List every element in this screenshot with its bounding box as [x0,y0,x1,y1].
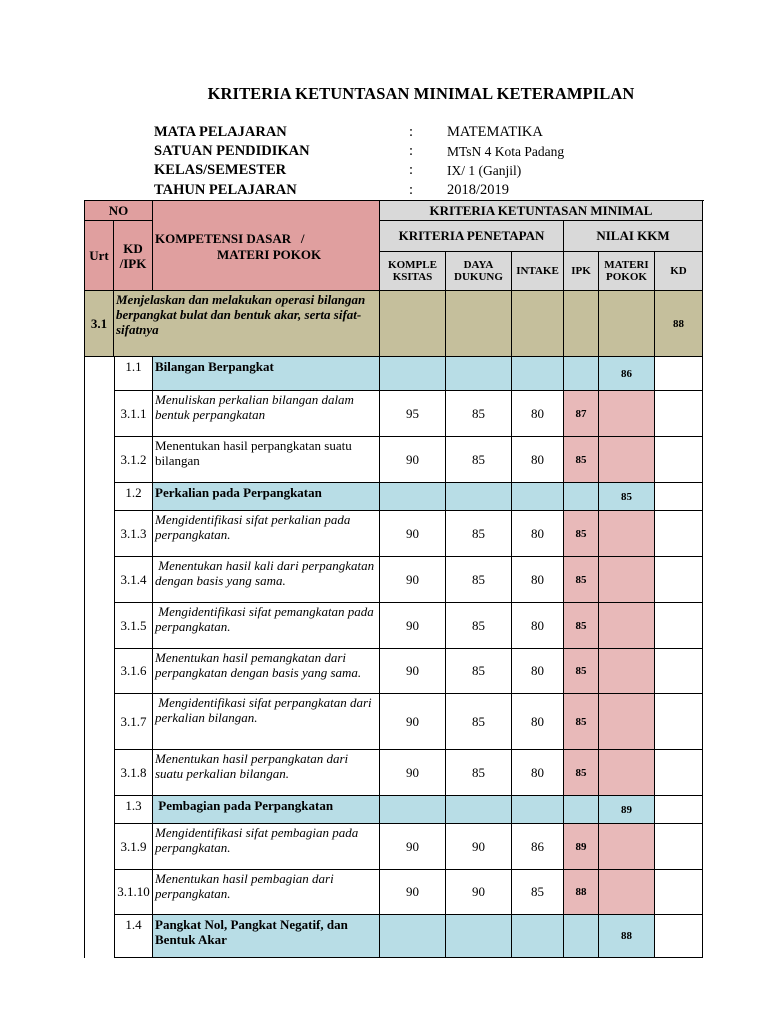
ipk-description: Mengidentifikasi sifat pembagian pada perpangkatan. [153,824,380,870]
ipk-value: 85 [564,511,599,557]
ipk-value: 85 [564,694,599,750]
ipk-materi [599,870,655,915]
meta-colon: : [409,124,414,140]
ipk-value: 87 [564,391,599,437]
materi-code: 1.4 [115,915,153,958]
header-daya-dukung: DAYA DUKUNG [446,252,512,291]
materi-daya-dukung [446,915,512,958]
kd-ipk [564,291,599,357]
ipk-daya-dukung: 90 [446,824,512,870]
ipk-value: 85 [564,603,599,649]
materi-intake [512,483,564,511]
ipk-materi [599,750,655,796]
page-title: KRITERIA KETUNTASAN MINIMAL KETERAMPILAN [207,84,635,103]
ipk-description: Menentukan hasil kali dari perpangkatan dengan basis yang sama. [153,557,380,603]
materi-intake [512,357,564,391]
ipk-kompleksitas: 90 [380,750,446,796]
materi-ipk [564,483,599,511]
materi-intake [512,796,564,824]
ipk-value: 85 [564,750,599,796]
kd-urt: 3.1 [85,291,114,357]
ipk-intake: 85 [512,870,564,915]
ipk-code: 3.1.9 [115,824,153,870]
ipk-code: 3.1.5 [115,603,153,649]
ipk-kompleksitas: 90 [380,694,446,750]
meta-value: MTsN 4 Kota Padang [447,144,565,159]
ipk-kd [655,557,703,603]
header-penetapan: KRITERIA PENETAPAN [380,221,564,252]
ipk-kompleksitas: 90 [380,437,446,483]
header-no: NO [85,201,153,221]
header-materi-label: MATERI POKOK [217,247,322,262]
ipk-daya-dukung: 85 [446,603,512,649]
ipk-kd [655,870,703,915]
ipk-value: 88 [564,870,599,915]
ipk-daya-dukung: 85 [446,750,512,796]
header-kd: KD [655,252,703,291]
ipk-code: 3.1.1 [115,391,153,437]
meta-value: IX/ 1 (Ganjil) [447,163,522,178]
materi-kompleksitas [380,915,446,958]
materi-daya-dukung [446,483,512,511]
ipk-kompleksitas: 90 [380,511,446,557]
kd-daya-dukung [446,291,512,357]
ipk-value: 85 [564,557,599,603]
ipk-description: Mengidentifikasi sifat pemangkatan pada perpangkatan. [153,603,380,649]
materi-kompleksitas [380,483,446,511]
meta-label: TAHUN PELAJARAN [154,182,297,198]
meta-label: MATA PELAJARAN [154,124,287,140]
materi-ipk [564,357,599,391]
materi-kd [655,483,703,511]
materi-kompleksitas [380,796,446,824]
ipk-description: Mengidentifikasi sifat perkalian pada perpangkatan. [153,511,380,557]
ipk-description: Mengidentifikasi sifat perpangkatan dari perkalian bilangan. [153,694,380,750]
meta-value: 2018/2019 [447,182,510,198]
materi-code: 1.1 [115,357,153,391]
ipk-kompleksitas: 90 [380,557,446,603]
materi-title: Pangkat Nol, Pangkat Negatif, dan Bentuk Akar [153,915,380,958]
ipk-intake: 80 [512,750,564,796]
ipk-daya-dukung: 85 [446,511,512,557]
ipk-daya-dukung: 85 [446,391,512,437]
ipk-value: 89 [564,824,599,870]
ipk-materi [599,694,655,750]
ipk-kd [655,824,703,870]
ipk-materi [599,557,655,603]
kd-description: Menjelaskan dan melakukan operasi bilangan berpangkat bulat dan bentuk akar, serta sifat-sifatnya [114,291,380,357]
materi-kd [655,357,703,391]
ipk-kompleksitas: 90 [380,603,446,649]
materi-value: 85 [599,483,655,511]
ipk-materi [599,511,655,557]
meta-colon: : [409,143,414,159]
ipk-kd [655,511,703,557]
ipk-value: 85 [564,437,599,483]
ipk-code: 3.1.10 [115,870,153,915]
ipk-materi [599,437,655,483]
ipk-intake: 80 [512,694,564,750]
header-kkm: KRITERIA KETUNTASAN MINIMAL [380,201,703,221]
ipk-materi [599,391,655,437]
header-kd-ipk [114,221,153,291]
ipk-code: 3.1.2 [115,437,153,483]
ipk-kompleksitas: 90 [380,824,446,870]
ipk-kompleksitas: 90 [380,870,446,915]
ipk-code: 3.1.7 [115,694,153,750]
materi-intake [512,915,564,958]
materi-value: 88 [599,915,655,958]
materi-kd [655,915,703,958]
ipk-description: Menentukan hasil pembagian dari perpangkatan. [153,870,380,915]
kd-materi [599,291,655,357]
materi-daya-dukung [446,357,512,391]
header-intake: INTAKE [512,252,564,291]
ipk-daya-dukung: 85 [446,437,512,483]
meta-label: SATUAN PENDIDIKAN [154,143,310,159]
ipk-description: Menentukan hasil perpangkatan suatu bilangan [153,437,380,483]
ipk-intake: 80 [512,511,564,557]
materi-title: Perkalian pada Perpangkatan [153,483,380,511]
header-kd-ipk-label: KD /IPK [119,240,147,271]
ipk-value: 85 [564,649,599,694]
ipk-materi [599,649,655,694]
header-kompetensi [153,201,380,291]
header-kompetensi-label: KOMPETENSI DASAR / [155,231,305,246]
ipk-daya-dukung: 90 [446,870,512,915]
ipk-materi [599,603,655,649]
ipk-intake: 80 [512,649,564,694]
meta-colon: : [409,182,414,198]
table-outer-left-edge [84,357,85,958]
ipk-kd [655,437,703,483]
meta-colon: : [409,162,414,178]
header-materi-pokok: MATERI POKOK [599,252,655,291]
materi-code: 1.3 [115,796,153,824]
ipk-kd [655,649,703,694]
ipk-kd [655,603,703,649]
materi-title: Pembagian pada Perpangkatan [153,796,380,824]
ipk-intake: 86 [512,824,564,870]
ipk-code: 3.1.3 [115,511,153,557]
ipk-daya-dukung: 85 [446,694,512,750]
ipk-description: Menentukan hasil perpangkatan dari suatu perkalian bilangan. [153,750,380,796]
meta-value: MATEMATIKA [447,124,543,140]
ipk-kd [655,391,703,437]
ipk-intake: 80 [512,557,564,603]
ipk-kompleksitas: 95 [380,391,446,437]
ipk-materi [599,824,655,870]
ipk-kd [655,694,703,750]
ipk-kompleksitas: 90 [380,649,446,694]
ipk-code: 3.1.8 [115,750,153,796]
ipk-intake: 80 [512,391,564,437]
header-kompleksitas: KOMPLE KSITAS [380,252,446,291]
materi-kompleksitas [380,357,446,391]
ipk-description: Menuliskan perkalian bilangan dalam bentuk perpangkatan [153,391,380,437]
meta-label: KELAS/SEMESTER [154,162,287,178]
ipk-daya-dukung: 85 [446,649,512,694]
materi-value: 89 [599,796,655,824]
ipk-intake: 80 [512,603,564,649]
materi-kd [655,796,703,824]
ipk-description: Menentukan hasil pemangkatan dari perpangkatan dengan basis yang sama. [153,649,380,694]
kd-value: 88 [655,291,703,357]
ipk-code: 3.1.4 [115,557,153,603]
materi-daya-dukung [446,796,512,824]
materi-code: 1.2 [115,483,153,511]
header-nilai-kkm: NILAI KKM [564,221,703,252]
materi-ipk [564,796,599,824]
header-ipk: IPK [564,252,599,291]
materi-value: 86 [599,357,655,391]
ipk-intake: 80 [512,437,564,483]
kd-intake [512,291,564,357]
header-urt: Urt [85,221,114,291]
ipk-daya-dukung: 85 [446,557,512,603]
kd-kompleksitas [380,291,446,357]
materi-title: Bilangan Berpangkat [153,357,380,391]
ipk-code: 3.1.6 [115,649,153,694]
materi-ipk [564,915,599,958]
ipk-kd [655,750,703,796]
